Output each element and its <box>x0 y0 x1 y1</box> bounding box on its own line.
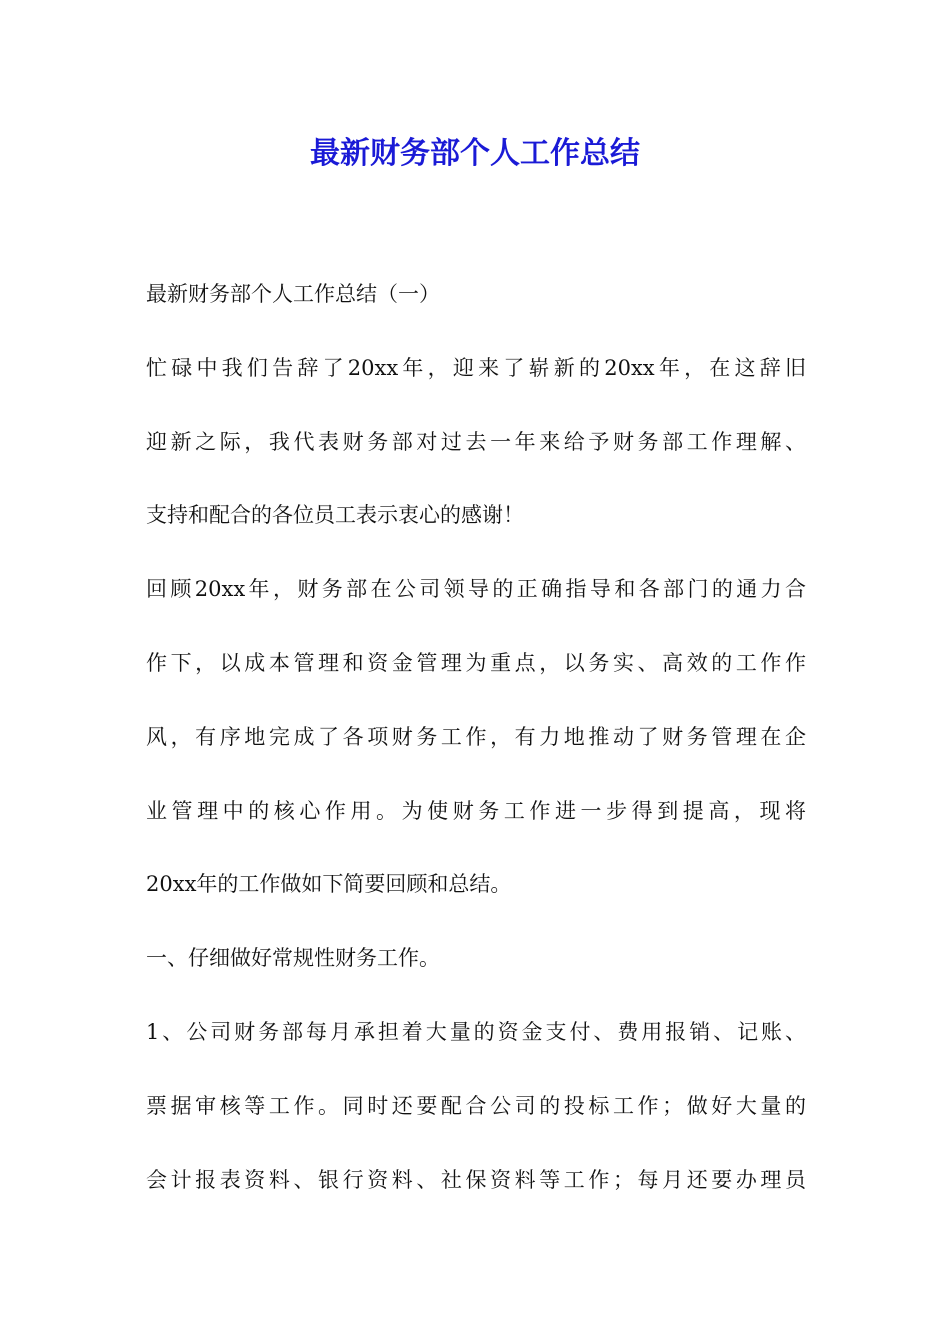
paragraph-line: 会计报表资料、银行资料、社保资料等工作；每月还要办理员 <box>146 1167 806 1192</box>
paragraph-line: 风，有序地完成了各项财务工作，有力地推动了财务管理在企 <box>146 724 806 749</box>
paragraph-line: 回顾20xx年，财务部在公司领导的正确指导和各部门的通力合 <box>146 577 806 602</box>
section-heading: 最新财务部个人工作总结（一） <box>146 282 440 306</box>
document-body <box>146 258 806 1217</box>
paragraph-line: 20xx年的工作做如下简要回顾和总结。 <box>146 872 512 897</box>
paragraph-line: 1、公司财务部每月承担着大量的资金支付、费用报销、记账、 <box>146 1019 806 1044</box>
paragraph-line: 票据审核等工作。同时还要配合公司的投标工作；做好大量的 <box>146 1093 806 1118</box>
paragraph-line: 忙碌中我们告辞了20xx年，迎来了崭新的20xx年，在这辞旧 <box>146 355 806 380</box>
paragraph-line: 支持和配合的各位员工表示衷心的感谢！ <box>146 503 524 528</box>
paragraph-line: 业管理中的核心作用。为使财务工作进一步得到提高，现将 <box>146 798 806 823</box>
document-title: 最新财务部个人工作总结 <box>310 136 640 171</box>
paragraph-line: 作下，以成本管理和资金管理为重点，以务实、高效的工作作 <box>146 650 806 675</box>
paragraph-line: 迎新之际，我代表财务部对过去一年来给予财务部工作理解、 <box>146 429 806 454</box>
list-heading: 一、仔细做好常规性财务工作。 <box>146 946 440 971</box>
